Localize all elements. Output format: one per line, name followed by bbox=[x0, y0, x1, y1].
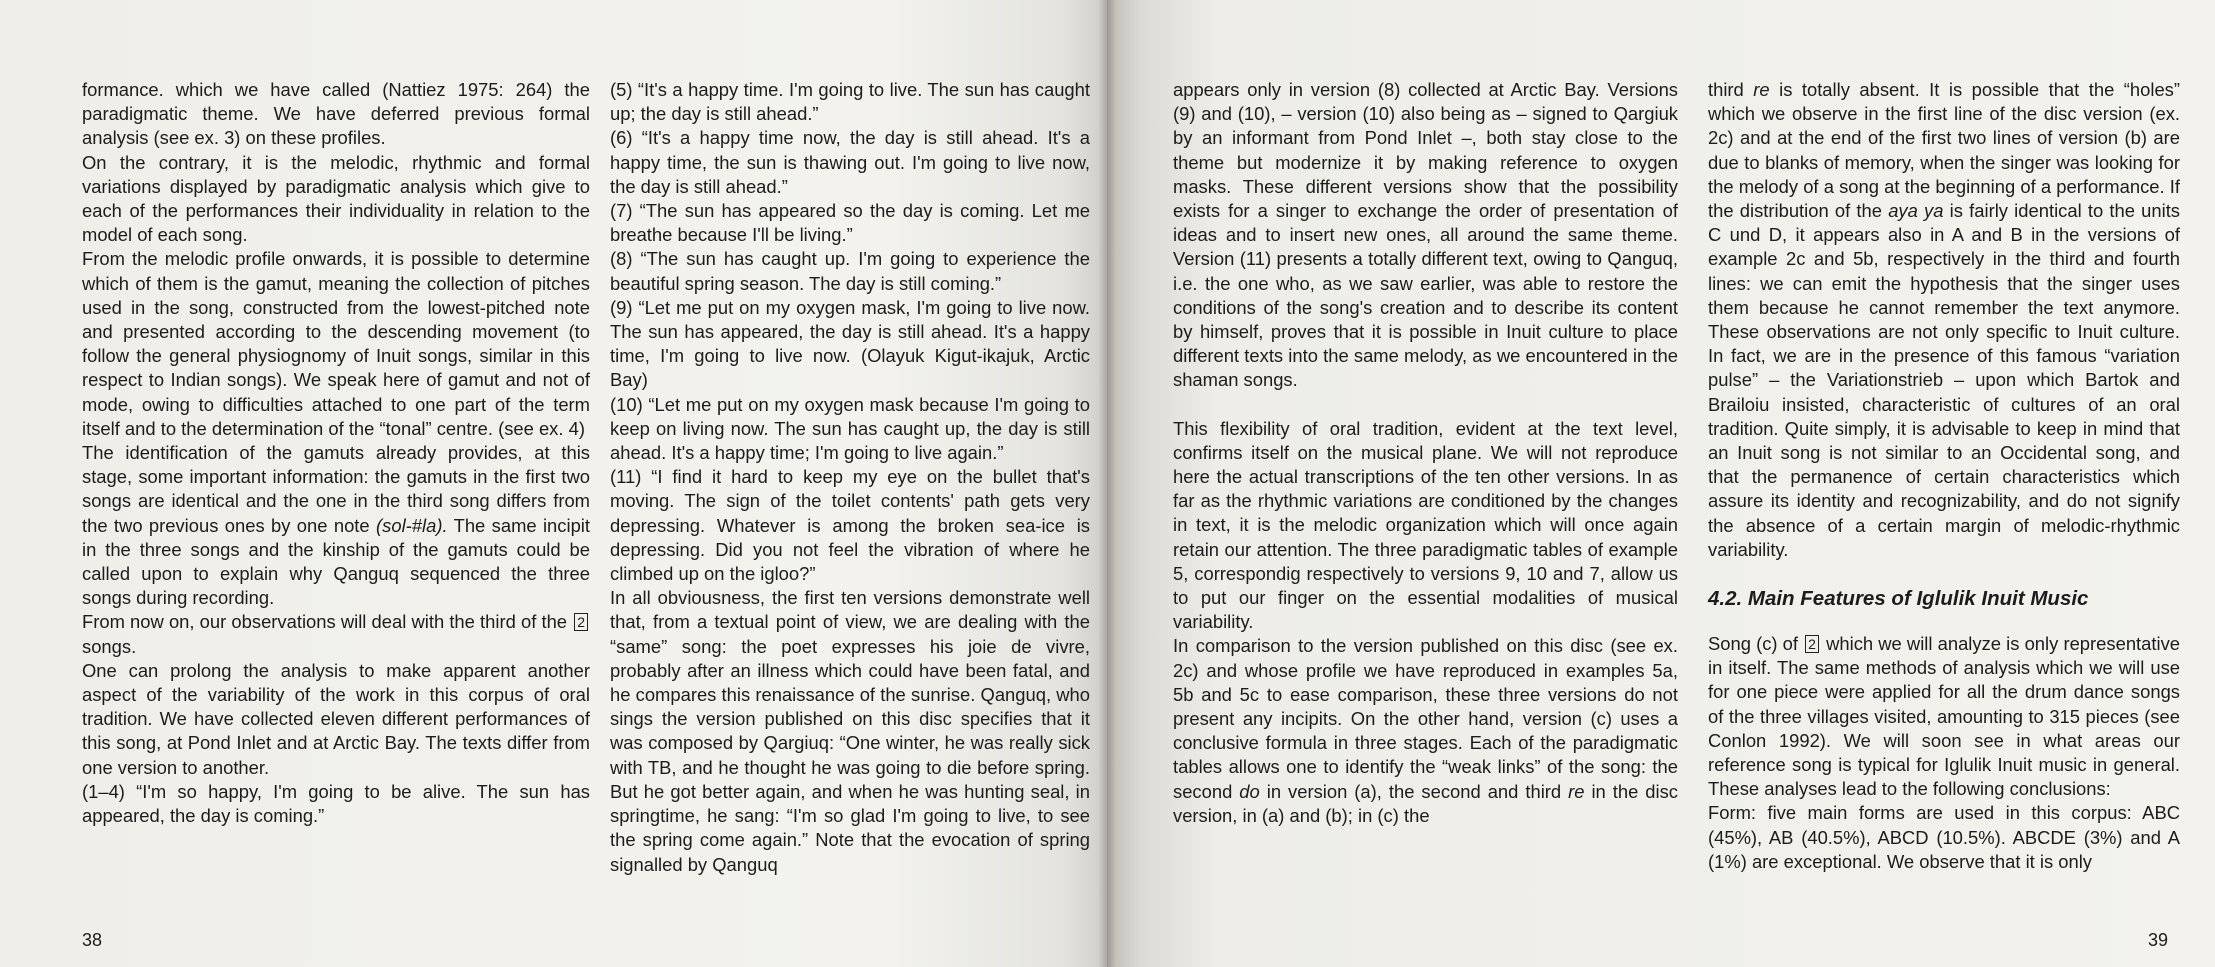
right-column-1 bbox=[1173, 78, 1678, 828]
paragraph: (6) “It's a happy time now, the day is still ahead. It's a happy time, the sun is thawing out. I'm going to live now, the day is still ahead.” bbox=[610, 127, 1090, 197]
paragraph: (1–4) “I'm so happy, I'm going to be alive. The sun has appeared, the day is coming.” bbox=[82, 780, 590, 827]
paragraph: appears only in version (8) collected at Arctic Bay. Versions (9) and (10), – version (10) also being as – signed to Qargiuk by an informant from Pond Inlet –, both stay close to the theme but modernize it by making reference to oxygen masks. These different versions show that the possibility exists for a singer to exchange the order of presentation of ideas and to insert new ones, all around the same theme. Version (11) presents a totally different text, owing to Qanguq, i.e. the one who, as we saw earlier, was able to restore the conditions of the song's creation and to describe its content by himself, proves that it is possible in Inuit culture to place different texts into the same melody, as we encountered in the shaman songs. bbox=[1173, 79, 1678, 391]
italic-run: aya ya bbox=[1888, 200, 1944, 222]
paragraph: One can prolong the analysis to make apparent another aspect of the variability of the work in this corpus of oral tradition. We have collected eleven different performances of this song, at Pond Inlet and at Arctic Bay. The texts differ from one version to another. bbox=[82, 659, 590, 778]
right-column-2 bbox=[1708, 78, 2180, 874]
text-run: songs. bbox=[82, 635, 137, 657]
paragraph: (9) “Let me put on my oxygen mask, I'm going to live now. The sun has appeared, the day is still ahead. It's a happy time, I'm going to live now. (Olayuk Kigut-ikajuk, Arctic Bay) bbox=[610, 296, 1090, 391]
text-run: The same incipit in the three songs and the kinship of the gamuts could be called upon to explain why Qanguq sequenced the three songs during recording. bbox=[82, 514, 590, 609]
paragraph bbox=[1173, 634, 1678, 828]
page-number-left: 38 bbox=[82, 930, 103, 950]
paragraph: In all obviousness, the first ten versions demonstrate well that, from a textual point of view, we are dealing with the “same” song: the poet expresses his joie de vivre, probably after an illness which could have been fatal, and he compares this renaissance of the sunrise. Qanguq, who sings the version published on this disc specifies that it was composed by Qargiuq: “One winter, he was really sick with TB, and he thought he was going to die before spring. But he got better again, and when he was hunting seal, in springtime, he sang: “I'm so glad I'm going to live, to see the spring come again.” Note that the evocation of spring signalled by Qanguq bbox=[610, 587, 1090, 875]
italic-run: re bbox=[1753, 79, 1770, 100]
text-run: in version (a), the second and third bbox=[1259, 780, 1569, 802]
paragraph: formance. which we have called (Nattiez 1975: 264) the paradigmatic theme. We have deferred previous formal analysis (see ex. 3) on these profiles. bbox=[82, 79, 590, 149]
italic-run: do bbox=[1239, 780, 1260, 802]
book-gutter-shadow bbox=[1098, 0, 1116, 967]
italic-run: (sol-#la). bbox=[376, 514, 448, 536]
paragraph: (7) “The sun has appeared so the day is coming. Let me breathe because I'll be living.” bbox=[610, 200, 1090, 246]
text-run: From now on, our observations will deal with the third of the bbox=[82, 611, 573, 633]
paragraph: (10) “Let me put on my oxygen mask because I'm going to keep on living now. The sun has caught up, the day is still ahead. It's a happy time; I'm going to live again.” bbox=[610, 393, 1090, 464]
track-number-box: 2 bbox=[574, 613, 588, 631]
text-run: The identification of the gamuts already provides, at this stage, some important information: the gamuts in the first two songs are identical and the one in the third song differs from the two previous ones by one note bbox=[82, 442, 590, 536]
paragraph: From the melodic profile onwards, it is possible to determine which of them is the gamut, meaning the collection of pitches used in the song, constructed from the lowest-pitched note and presented according to the descending movement (to follow the general physiognomy of Inuit songs, similar in this respect to Indian songs). We speak here of gamut and not of mode, owing to difficulties attached to one part of the term itself and to the determination of the “tonal” centre. (see ex. 4) bbox=[82, 248, 590, 439]
text-run: third bbox=[1708, 79, 1754, 100]
text-run: is fairly identical to the units C und D, it appears also in A and B in the versions of example 2c and 5b, respectively in the third and fourth lines: we can emit the hypothesis that the singer uses them because he cannot remember the text anymore. These observations are not only specific to Inuit culture. In fact, we are in the presence of this famous “variation pulse” – the Variationstrieb – upon which Bartok and Brailoiu insisted, characteristic of cultures of an oral tradition. Quite simply, it is advisable to keep in mind that an Inuit song is not similar to an Occidental song, and that the permanence of certain characteristics which assure its identity and recognizability, and do not signify the absence of a certain margin of melodic-rhythmic variability. bbox=[1708, 200, 2181, 560]
paragraph bbox=[82, 441, 590, 610]
track-number-box: 2 bbox=[1805, 635, 1819, 653]
text-run: which we will analyze is only representative in itself. The same methods of analysis which we will use for one piece were applied for all the drum dance songs of the three villages visited, amounting to 315 pieces (see Conlon 1992). We will soon see in what areas our reference song is typical for Iglulik Inuit music in general. These analyses lead to the following conclusions: bbox=[1708, 633, 2180, 800]
italic-run: re bbox=[1568, 780, 1585, 802]
paragraph: (8) “The sun has caught up. I'm going to experience the beautiful spring season. The day is still coming.” bbox=[610, 248, 1090, 294]
left-column-1 bbox=[82, 78, 590, 828]
text-run: in the disc version, in (a) and (b); in (c) the bbox=[1173, 780, 1679, 826]
paragraph: (11) “I find it hard to keep my eye on the bullet that's moving. The sign of the toilet contents' path gets very depressing. Whatever is among the broken sea-ice is depressing. Did you not feel the vibration of where he climbed up on the igloo?” bbox=[610, 466, 1090, 585]
left-page bbox=[0, 0, 1107, 967]
text-run: Song (c) of bbox=[1708, 633, 1804, 655]
left-column-2 bbox=[610, 78, 1090, 877]
paragraph bbox=[1708, 632, 2180, 801]
paragraph: (5) “It's a happy time. I'm going to live. The sun has caught up; the day is still ahead.” bbox=[610, 79, 1090, 125]
paragraph: Form: five main forms are used in this corpus: ABC (45%), AB (40.5%), ABCD (10.5%). ABCDE (3%) and A (1%) are exceptional. We observe that it is only bbox=[1708, 802, 2180, 872]
page-number-right: 39 bbox=[2148, 930, 2169, 950]
paragraph: On the contrary, it is the melodic, rhythmic and formal variations displayed by paradigmatic analysis which give to each of the performances their individuality in relation to the model of each song. bbox=[82, 151, 590, 246]
text-run: In comparison to the version published on this disc (see ex. 2c) and whose profile we have reproduced in examples 5a, 5b and 5c to ease comparison, these three versions do not present any incipits. On the other hand, version (c) uses a conclusive formula in three stages. Each of the paradigmatic tables allows one to identify the “weak links” of the song: the second bbox=[1173, 635, 1678, 802]
paragraph bbox=[1708, 78, 2180, 562]
paragraph bbox=[82, 610, 590, 658]
section-heading: 4.2. Main Features of Iglulik Inuit Music bbox=[1708, 587, 2089, 611]
paragraph: This flexibility of oral tradition, evident at the text level, confirms itself on the musical plane. We will not reproduce here the actual transcriptions of the ten other versions. In as far as the rhythmic variations are conditioned by the changes in text, it is the melodic organization which will once again retain our attention. The three paradigmatic tables of example 5, correspondig respectively to versions 9, 10 and 7, allow us to put our finger on the essential modalities of musical variability. bbox=[1173, 417, 1678, 633]
text-run: is totally absent. It is possible that the “holes” which we observe in the first line of the disc version (ex. 2c) and at the end of the first two lines of version (b) are due to blanks of memory, when the singer was looking for the melody of a song at the beginning of a performance. If the distribution of the bbox=[1708, 79, 2180, 222]
